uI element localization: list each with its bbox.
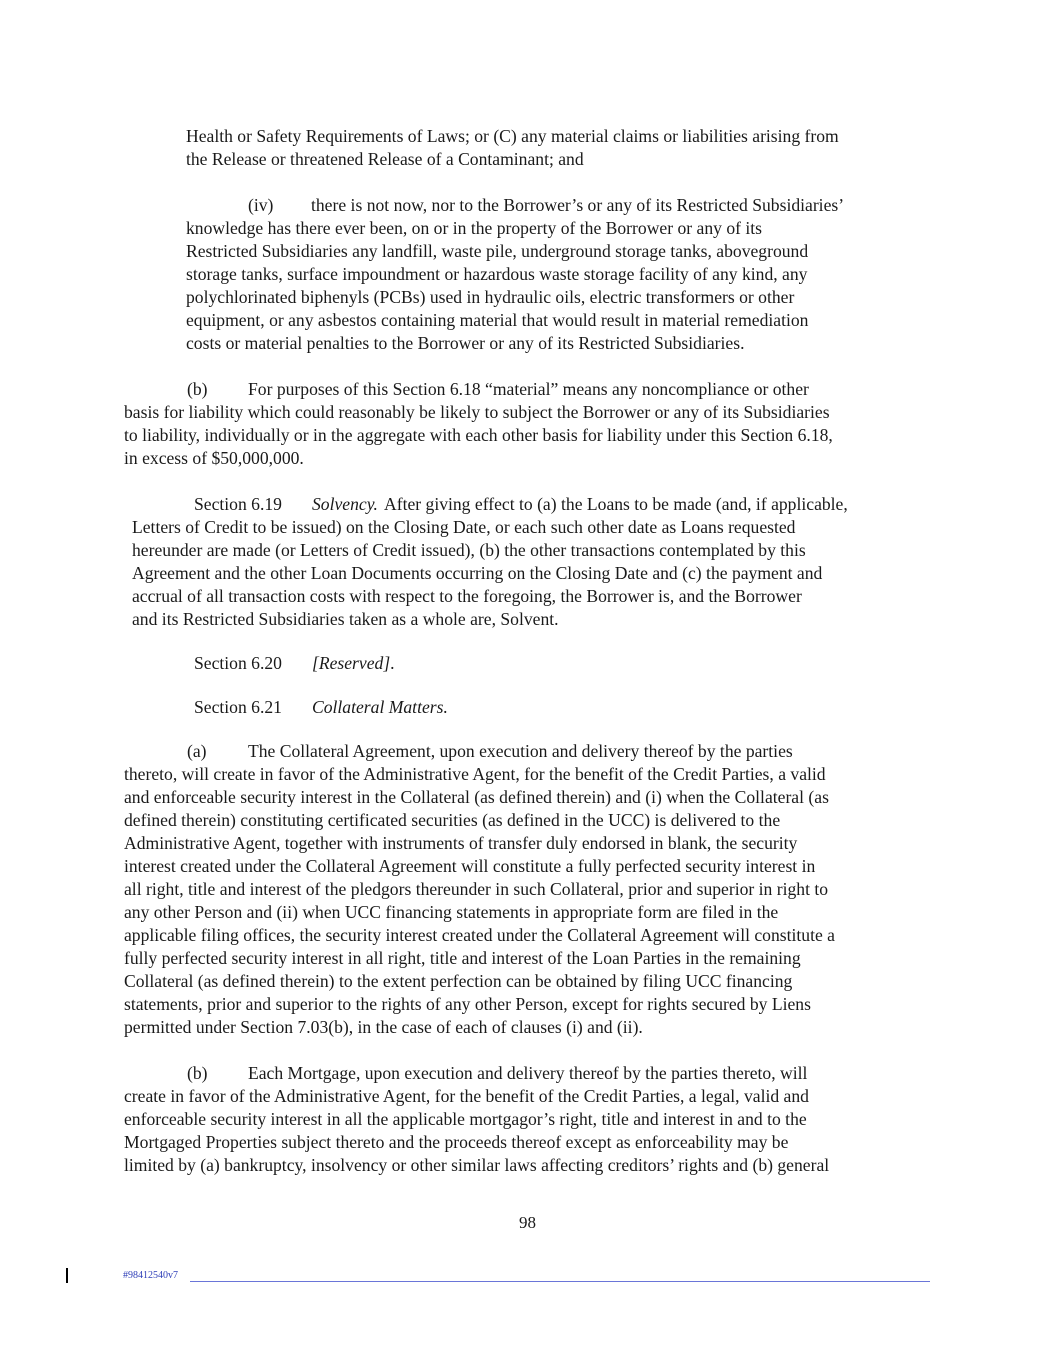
b2-line-4: Mortgaged Properties subject thereto and the proceeds thereof except as enforceability may be — [124, 1132, 789, 1152]
s619-line-4: Agreement and the other Loan Documents occurring on the Closing Date and (c) the payment and — [132, 563, 823, 583]
s620-tail: . — [390, 653, 395, 673]
a-line-13: permitted under Section 7.03(b), in the case of each of clauses (i) and (ii). — [124, 1017, 643, 1037]
iv-label: (iv) — [248, 195, 274, 215]
s621-number: Section 6.21 — [194, 697, 282, 717]
b1-label: (b) — [187, 379, 208, 399]
iv-line-1: there is not now, nor to the Borrower’s or any of its Restricted Subsidiaries’ — [311, 195, 845, 215]
health-line-2: the Release or threatened Release of a Contaminant; and — [186, 149, 584, 169]
a-line-9: applicable filing offices, the security interest created under the Collateral Agreement will constitute a — [124, 925, 835, 945]
a-line-2: thereto, will create in favor of the Administrative Agent, for the benefit of the Credit Parties, a valid — [124, 764, 826, 784]
s619-line-5: accrual of all transaction costs with respect to the foregoing, the Borrower is, and the Borrower — [132, 586, 802, 606]
s620-title: [Reserved] — [312, 653, 391, 673]
a-line-10: fully perfected security interest in all right, title and interest of the Loan Parties in the remaining — [124, 948, 801, 968]
s619-title: Solvency. — [312, 494, 378, 514]
b2-line-3: enforceable security interest in all the applicable mortgagor’s right, title and interest in and to the — [124, 1109, 807, 1129]
a-line-5: Administrative Agent, together with instruments of transfer duly endorsed in blank, the security — [124, 833, 798, 853]
b1-line-2: basis for liability which could reasonably be likely to subject the Borrower or any of its Subsidiaries — [124, 402, 830, 422]
s619-line-1: After giving effect to (a) the Loans to be made (and, if applicable, — [384, 494, 848, 514]
s619-line-2: Letters of Credit to be issued) on the Closing Date, or each such other date as Loans requested — [132, 517, 796, 537]
s619-number: Section 6.19 — [194, 494, 282, 514]
page-number: 98 — [519, 1213, 536, 1232]
footer-rule — [190, 1281, 930, 1282]
b1-line-4: in excess of $50,000,000. — [124, 448, 304, 468]
iv-line-3: Restricted Subsidiaries any landfill, waste pile, underground storage tanks, aboveground — [186, 241, 809, 261]
b2-line-5: limited by (a) bankruptcy, insolvency or other similar laws affecting creditors’ rights and (b) general — [124, 1155, 830, 1175]
iv-line-6: equipment, or any asbestos containing material that would result in material remediation — [186, 310, 809, 330]
b2-line-2: create in favor of the Administrative Agent, for the benefit of the Credit Parties, a legal, valid and — [124, 1086, 809, 1106]
a-line-12: statements, prior and superior to the rights of any other Person, except for rights secured by Liens — [124, 994, 811, 1014]
b2-label: (b) — [187, 1063, 208, 1083]
health-line-1: Health or Safety Requirements of Laws; or (C) any material claims or liabilities arising from — [186, 126, 839, 146]
b1-line-1: For purposes of this Section 6.18 “material” means any noncompliance or other — [248, 379, 809, 399]
a-line-6: interest created under the Collateral Agreement will constitute a fully perfected security interest in — [124, 856, 816, 876]
a-line-3: and enforceable security interest in the Collateral (as defined therein) and (i) when the Collateral (as — [124, 787, 829, 807]
iv-line-2: knowledge has there ever been, on or in the property of the Borrower or any of its — [186, 218, 763, 238]
a-line-11: Collateral (as defined therein) to the extent perfection can be obtained by filing UCC financing — [124, 971, 793, 991]
s621-title: Collateral Matters. — [312, 697, 448, 717]
a-line-7: all right, title and interest of the pledgors thereunder in such Collateral, prior and superior in right to — [124, 879, 829, 899]
change-bar — [66, 1268, 68, 1283]
s619-line-3: hereunder are made (or Letters of Credit issued), (b) the other transactions contemplated by this — [132, 540, 806, 560]
b1-line-3: to liability, individually or in the aggregate with each other basis for liability under this Section 6.18, — [124, 425, 833, 445]
s620-number: Section 6.20 — [194, 653, 282, 673]
a-line-4: defined therein) constituting certificated securities (as defined in the UCC) is delivered to the — [124, 810, 781, 830]
b2-line-1: Each Mortgage, upon execution and delivery thereof by the parties thereto, will — [248, 1063, 808, 1083]
iv-line-5: polychlorinated biphenyls (PCBs) used in hydraulic oils, electric transformers or other — [186, 287, 795, 307]
a-line-1: The Collateral Agreement, upon execution and delivery thereof by the parties — [248, 741, 793, 761]
iv-line-7: costs or material penalties to the Borrower or any of its Restricted Subsidiaries. — [186, 333, 745, 353]
a-label: (a) — [187, 741, 207, 761]
a-line-8: any other Person and (ii) when UCC financing statements in appropriate form are filed in the — [124, 902, 779, 922]
iv-line-4: storage tanks, surface impoundment or hazardous waste storage facility of any kind, any — [186, 264, 808, 284]
s620-heading — [312, 652, 395, 675]
s619-line-6: and its Restricted Subsidiaries taken as a whole are, Solvent. — [132, 609, 559, 629]
document-id: #98412540v7 — [123, 1270, 178, 1281]
